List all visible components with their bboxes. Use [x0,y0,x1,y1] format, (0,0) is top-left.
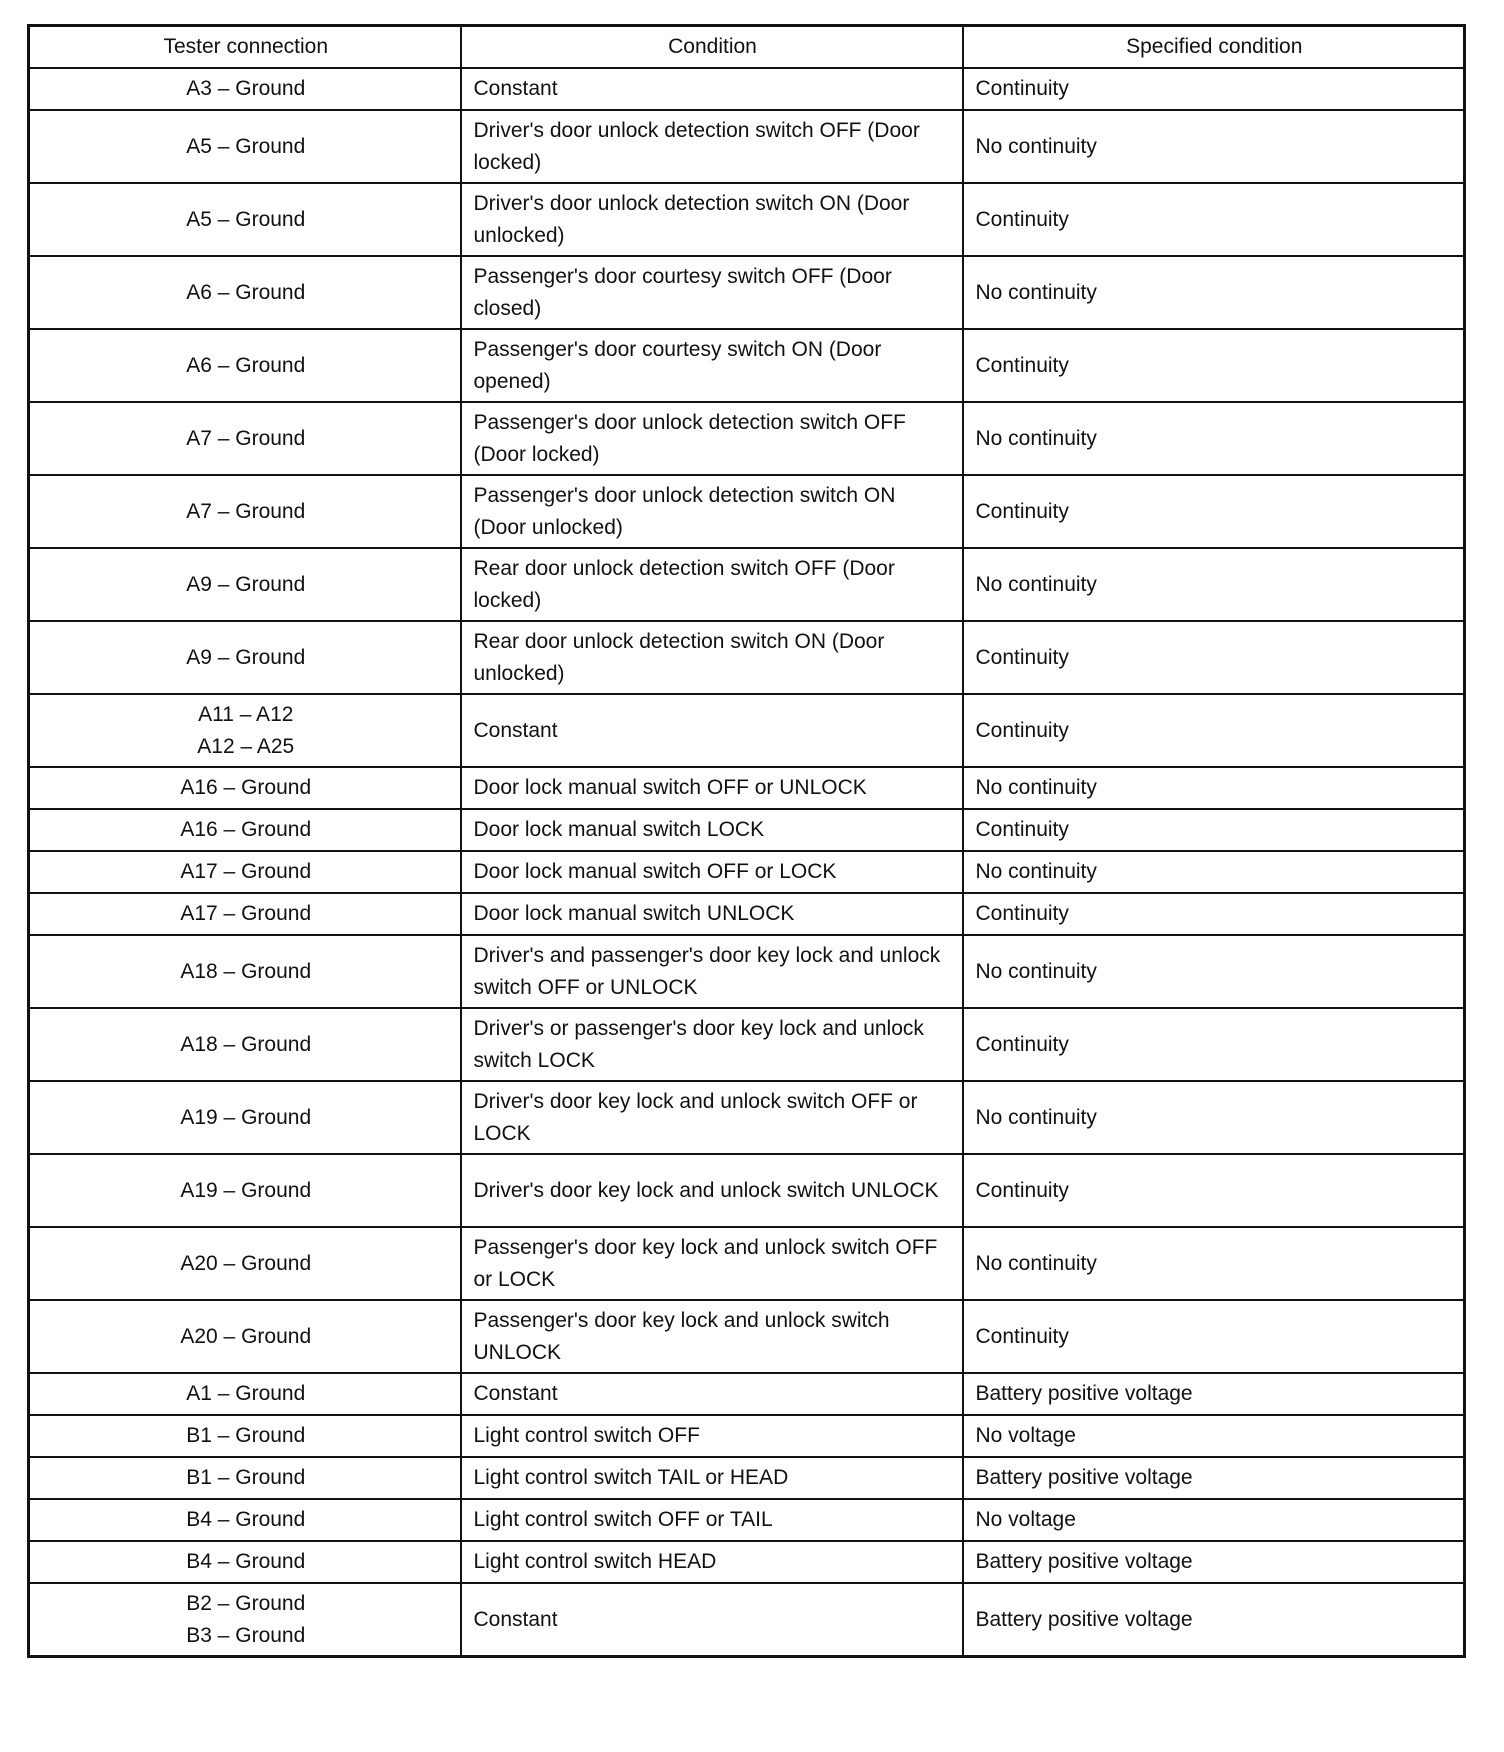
specified-condition-cell: Battery positive voltage [963,1541,1465,1583]
tester-connection-cell [29,1541,461,1583]
condition-cell: Constant [461,68,963,110]
connection-label: B1 – Ground [186,1424,306,1447]
specified-condition-cell: Continuity [963,329,1465,402]
specified-condition-cell: Continuity [963,621,1465,694]
connection-label: A12 – A25 [197,734,295,758]
specified-condition-cell: Continuity [963,893,1465,935]
condition-cell: Passenger's door courtesy switch OFF (Door closed) [461,256,963,329]
tester-connection-cell [29,809,461,851]
table-row [29,68,1465,110]
specified-condition-cell: No continuity [963,1081,1465,1154]
connection-label: A19 – Ground [180,1105,312,1129]
specified-condition-cell: Continuity [963,694,1465,767]
table-row [29,1415,1465,1457]
table-row [29,1154,1465,1227]
specified-condition-cell: No continuity [963,402,1465,475]
table-row [29,851,1465,893]
connector-inspection-table-container [27,24,1463,1658]
specified-condition-cell: Continuity [963,475,1465,548]
tester-connection-cell [29,183,461,256]
connection-label: A20 – Ground [180,1324,312,1348]
table-row [29,183,1465,256]
table-row [29,1499,1465,1541]
table-row [29,621,1465,694]
specified-condition-cell: No continuity [963,767,1465,809]
condition-cell: Driver's door key lock and unlock switch UNLOCK [461,1154,963,1227]
tester-connection-cell [29,893,461,935]
condition-cell: Light control switch OFF [461,1415,963,1457]
connection-label: A20 – Ground [180,1251,312,1275]
table-row [29,1300,1465,1373]
tester-connection-cell [29,1300,461,1373]
specified-condition-cell: Battery positive voltage [963,1373,1465,1415]
condition-cell: Rear door unlock detection switch ON (Door unlocked) [461,621,963,694]
specified-condition-cell: No voltage [963,1499,1465,1541]
connection-label: B3 – Ground [186,1623,306,1647]
tester-connection-cell [29,767,461,809]
condition-cell: Constant [461,1373,963,1415]
condition-cell: Driver's and passenger's door key lock and unlock switch OFF or UNLOCK [461,935,963,1008]
connection-label: A7 – Ground [186,499,306,523]
specified-condition-cell: Continuity [963,1300,1465,1373]
table-row [29,1541,1465,1583]
connection-label: A11 – A12 [198,702,294,726]
condition-cell: Passenger's door key lock and unlock switch UNLOCK [461,1300,963,1373]
tester-connection-cell [29,68,461,110]
specified-condition-cell: No voltage [963,1415,1465,1457]
specified-condition-cell: No continuity [963,110,1465,183]
specified-condition-cell: Battery positive voltage [963,1457,1465,1499]
tester-connection-cell [29,548,461,621]
tester-connection-cell [29,1415,461,1457]
tester-connection-cell [29,475,461,548]
header-tester-connection: Tester connection [29,26,461,69]
connection-label: A7 – Ground [186,426,306,450]
tester-connection-cell [29,621,461,694]
condition-cell: Driver's door unlock detection switch OFF (Door locked) [461,110,963,183]
condition-cell: Passenger's door courtesy switch ON (Door opened) [461,329,963,402]
connector-inspection-table [27,24,1466,1658]
table-row [29,329,1465,402]
connection-label: A17 – Ground [180,860,312,883]
tester-connection-cell [29,1227,461,1300]
condition-cell: Door lock manual switch OFF or LOCK [461,851,963,893]
tester-connection-cell [29,694,461,767]
connection-label: A9 – Ground [186,572,306,596]
condition-cell: Driver's door key lock and unlock switch OFF or LOCK [461,1081,963,1154]
tester-connection-cell [29,1457,461,1499]
specified-condition-cell: Battery positive voltage [963,1583,1465,1657]
connection-label: A17 – Ground [180,902,312,925]
condition-cell: Passenger's door unlock detection switch OFF (Door locked) [461,402,963,475]
tester-connection-cell [29,1583,461,1657]
header-condition: Condition [461,26,963,69]
condition-cell: Constant [461,1583,963,1657]
condition-cell: Driver's door unlock detection switch ON (Door unlocked) [461,183,963,256]
table-row [29,809,1465,851]
specified-condition-cell: No continuity [963,851,1465,893]
tester-connection-cell [29,402,461,475]
table-row [29,767,1465,809]
condition-cell: Passenger's door key lock and unlock switch OFF or LOCK [461,1227,963,1300]
condition-cell: Light control switch OFF or TAIL [461,1499,963,1541]
connection-label: B4 – Ground [186,1550,306,1573]
connection-label: B1 – Ground [186,1466,306,1489]
connection-label: A16 – Ground [180,776,312,799]
specified-condition-cell: Continuity [963,183,1465,256]
table-row [29,475,1465,548]
condition-cell: Rear door unlock detection switch OFF (Door locked) [461,548,963,621]
condition-cell: Constant [461,694,963,767]
table-row [29,1008,1465,1081]
connection-label: A3 – Ground [186,77,306,100]
specified-condition-cell: Continuity [963,1008,1465,1081]
tester-connection-cell [29,1373,461,1415]
tester-connection-cell [29,110,461,183]
specified-condition-cell: Continuity [963,1154,1465,1227]
table-row [29,1373,1465,1415]
table-row [29,893,1465,935]
tester-connection-cell [29,1499,461,1541]
condition-cell: Light control switch TAIL or HEAD [461,1457,963,1499]
specified-condition-cell: Continuity [963,809,1465,851]
connection-label: A19 – Ground [180,1178,312,1202]
tester-connection-cell [29,1154,461,1227]
connection-label: A1 – Ground [186,1382,306,1405]
table-row [29,1457,1465,1499]
tester-connection-cell [29,851,461,893]
condition-cell: Door lock manual switch LOCK [461,809,963,851]
header-specified-condition: Specified condition [963,26,1465,69]
tester-connection-cell [29,256,461,329]
connection-label: A6 – Ground [186,353,306,377]
tester-connection-cell [29,329,461,402]
condition-cell: Driver's or passenger's door key lock and unlock switch LOCK [461,1008,963,1081]
condition-cell: Door lock manual switch UNLOCK [461,893,963,935]
table-row [29,935,1465,1008]
specified-condition-cell: No continuity [963,256,1465,329]
condition-cell: Door lock manual switch OFF or UNLOCK [461,767,963,809]
table-row [29,548,1465,621]
table-row [29,694,1465,767]
connection-label: B4 – Ground [186,1508,306,1531]
connection-label: A5 – Ground [186,207,306,231]
connection-label: A18 – Ground [180,1032,312,1056]
table-row [29,1583,1465,1657]
specified-condition-cell: Continuity [963,68,1465,110]
condition-cell: Light control switch HEAD [461,1541,963,1583]
connection-label: A6 – Ground [186,280,306,304]
table-row [29,256,1465,329]
specified-condition-cell: No continuity [963,935,1465,1008]
table-row [29,110,1465,183]
connection-label: B2 – Ground [186,1591,306,1615]
tester-connection-cell [29,935,461,1008]
condition-cell: Passenger's door unlock detection switch ON (Door unlocked) [461,475,963,548]
connection-label: A9 – Ground [186,645,306,669]
connection-label: A5 – Ground [186,134,306,158]
table-header-row [29,26,1465,69]
table-row [29,1081,1465,1154]
connection-label: A18 – Ground [180,959,312,983]
tester-connection-cell [29,1008,461,1081]
table-row [29,402,1465,475]
table-row [29,1227,1465,1300]
tester-connection-cell [29,1081,461,1154]
specified-condition-cell: No continuity [963,548,1465,621]
specified-condition-cell: No continuity [963,1227,1465,1300]
connection-label: A16 – Ground [180,818,312,841]
